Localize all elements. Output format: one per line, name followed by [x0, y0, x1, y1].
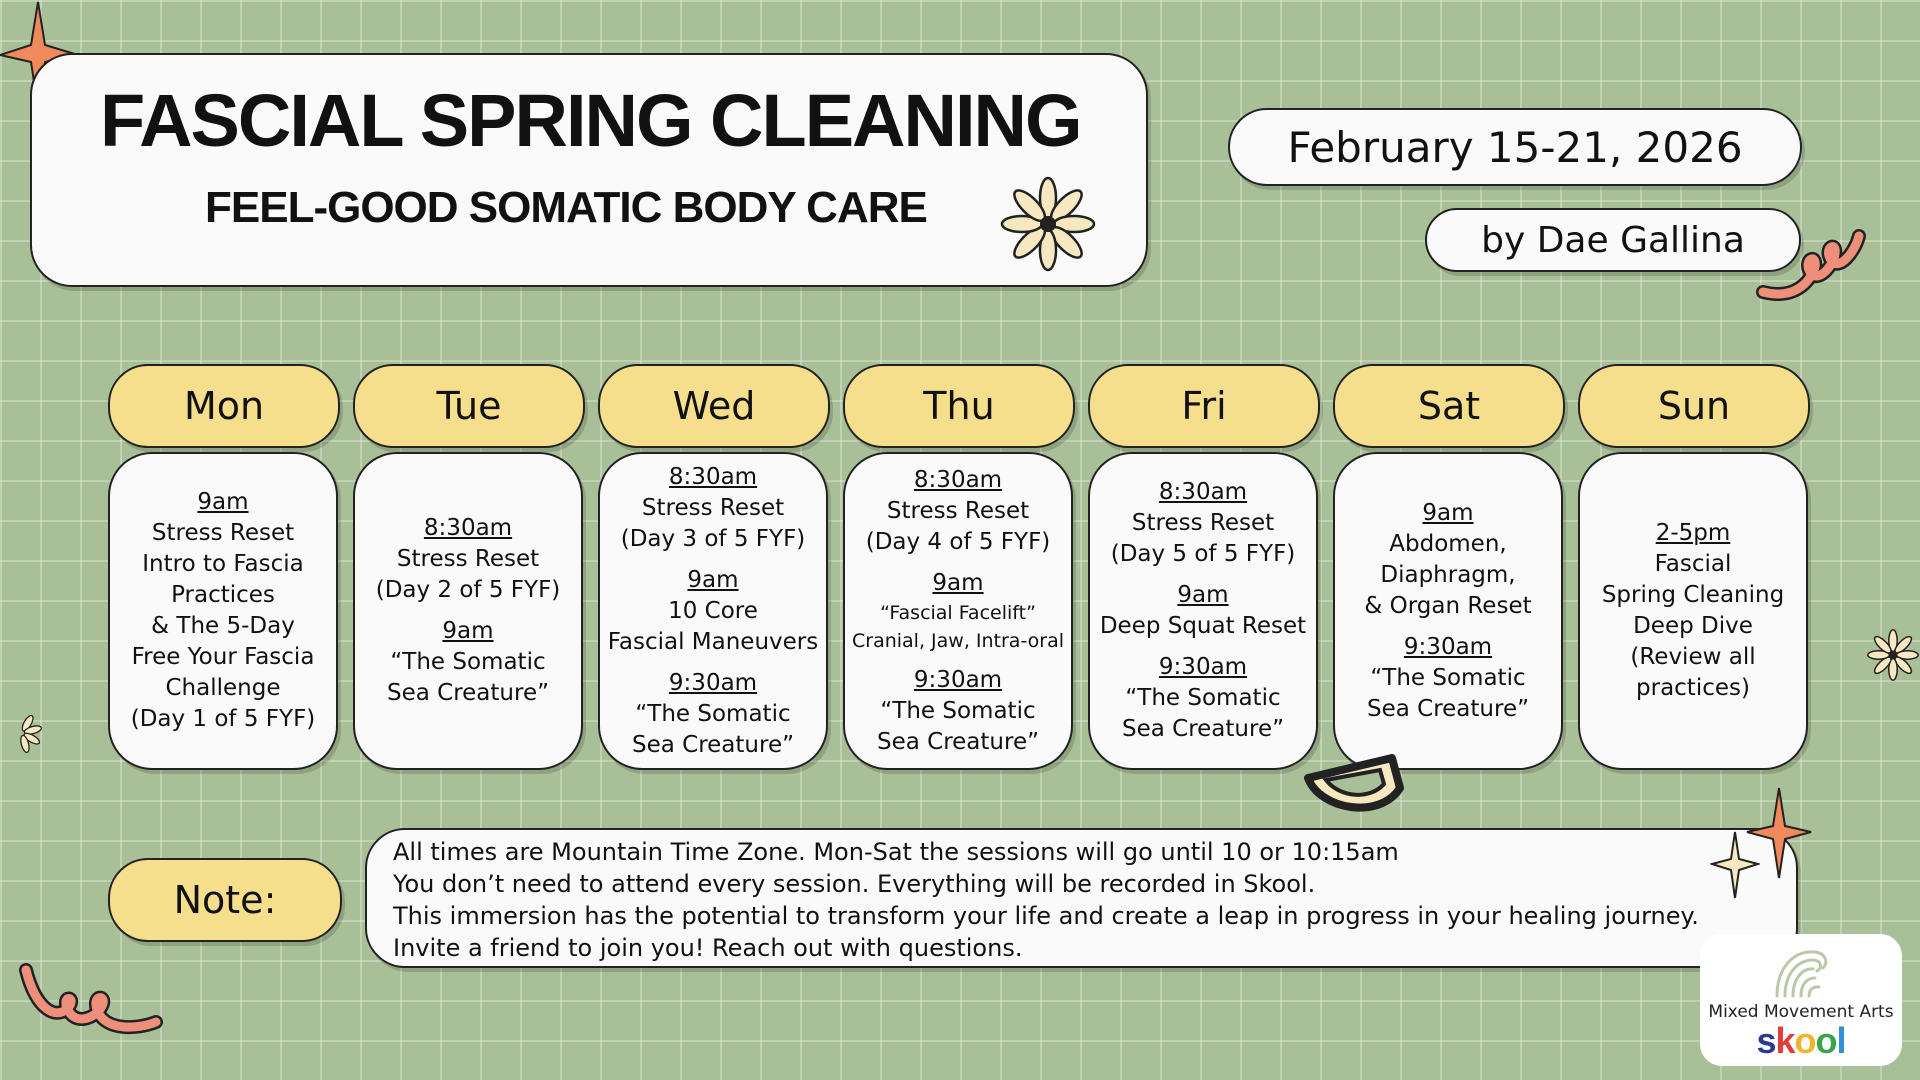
session-time: 8:30am: [913, 466, 1003, 493]
note-box: [365, 828, 1798, 968]
skool-letter: l: [1836, 1020, 1846, 1061]
session-time: 9am: [932, 569, 984, 596]
day-header-wed: Wed: [598, 364, 830, 448]
session-detail: (Day 3 of 5 FYF): [620, 525, 806, 552]
session-detail: Sea Creature”: [631, 731, 795, 758]
skool-letter: s: [1756, 1020, 1776, 1061]
session-detail: (Review all: [1630, 644, 1756, 670]
logo-badge[interactable]: [1700, 934, 1902, 1066]
note-line: All times are Mountain Time Zone. Mon-Sat the sessions will go until 10 or 10:15am: [393, 838, 1399, 866]
logo-name: Mixed Movement Arts: [1708, 1002, 1894, 1022]
session-time: 2-5pm: [1655, 520, 1731, 546]
note-line: Invite a friend to join you! Reach out with questions.: [393, 934, 1023, 962]
session-time: 9am: [1422, 499, 1474, 526]
day-header-thu: Thu: [843, 364, 1075, 448]
day-schedule-mon: [108, 452, 338, 770]
session-time: 8:30am: [423, 515, 513, 541]
note-label: Note:: [108, 858, 342, 942]
session-detail: Deep Dive: [1633, 613, 1753, 639]
session-detail: Sea Creature”: [1121, 716, 1285, 742]
session-detail: practices): [1636, 675, 1750, 701]
session-detail: Stress Reset: [396, 546, 540, 572]
session-time: 8:30am: [668, 463, 758, 490]
page-title: FASCIAL SPRING CLEANING: [100, 79, 1081, 162]
session-detail: & Organ Reset: [1364, 592, 1532, 619]
squiggle-icon: [16, 960, 166, 1050]
session-time: 9:30am: [913, 666, 1003, 693]
session-time: 9am: [687, 566, 739, 593]
day-schedule-fri: [1088, 452, 1318, 770]
session-detail: Sea Creature”: [876, 728, 1040, 755]
date-range-badge: [1228, 108, 1802, 186]
day-schedule-wed: [598, 452, 828, 770]
session-detail: Abdomen,: [1389, 530, 1507, 557]
flower-icon: [1000, 176, 1096, 272]
session-time: 9:30am: [1158, 654, 1248, 680]
day-schedule-sun: [1578, 452, 1808, 770]
session-detail: Sea Creature”: [1366, 695, 1530, 722]
session-detail: Stress Reset: [1131, 510, 1275, 536]
sparkle-icon: [1710, 830, 1760, 900]
day-header-tue: Tue: [353, 364, 585, 448]
skool-letter: o: [1794, 1020, 1816, 1061]
session-detail: “The Somatic: [1125, 685, 1281, 711]
session-detail: (Day 1 of 5 FYF): [130, 706, 316, 732]
skool-letter: k: [1775, 1020, 1795, 1061]
session-detail: Practices: [171, 582, 275, 608]
session-detail: & The 5-Day: [151, 613, 295, 639]
session-detail: “The Somatic: [390, 649, 546, 675]
day-header-mon: Mon: [108, 364, 340, 448]
session-time: 9am: [1177, 582, 1229, 608]
skool-logo: [1756, 1022, 1845, 1060]
session-time: 9:30am: [1403, 633, 1493, 660]
session-detail: Stress Reset: [641, 494, 785, 521]
session-detail: Intro to Fascia: [142, 551, 304, 577]
day-schedule-sat: [1333, 452, 1563, 770]
session-detail: Sea Creature”: [386, 680, 550, 706]
session-detail: Stress Reset: [151, 520, 295, 546]
day-header-sat: Sat: [1333, 364, 1565, 448]
flower-icon: [0, 690, 44, 776]
session-detail: Fascial: [1654, 551, 1732, 577]
date-range-text: February 15-21, 2026: [1287, 122, 1743, 172]
session-detail: 10 Core: [668, 597, 758, 624]
session-detail: Spring Cleaning: [1601, 582, 1785, 608]
session-detail: “Fascial Facelift”: [880, 601, 1036, 624]
page-subtitle: FEEL-GOOD SOMATIC BODY CARE: [205, 183, 927, 232]
session-detail: “The Somatic: [635, 700, 791, 727]
day-schedule-tue: [353, 452, 583, 770]
day-header-fri: Fri: [1088, 364, 1320, 448]
author-badge: [1425, 208, 1801, 272]
squiggle-icon: [1755, 222, 1870, 307]
skool-letter: o: [1815, 1020, 1837, 1061]
note-line: You don’t need to attend every session. Everything will be recorded in Skool.: [393, 870, 1316, 898]
session-detail: Diaphragm,: [1380, 561, 1516, 588]
session-detail: Deep Squat Reset: [1099, 613, 1307, 639]
half-moon-icon: [1300, 740, 1410, 820]
wave-logo-icon: [1769, 942, 1833, 1000]
note-line: This immersion has the potential to transform your life and create a leap in progress in your healing journey.: [393, 902, 1699, 930]
session-detail: Cranial, Jaw, Intra-oral: [851, 629, 1065, 652]
session-time: 9am: [442, 618, 494, 644]
session-detail: Challenge: [165, 675, 281, 701]
session-detail: Fascial Maneuvers: [607, 628, 819, 655]
session-detail: (Day 5 of 5 FYF): [1110, 541, 1296, 567]
session-detail: Stress Reset: [886, 497, 1030, 524]
author-text: by Dae Gallina: [1481, 219, 1745, 261]
session-time: 8:30am: [1158, 479, 1248, 505]
session-detail: (Day 4 of 5 FYF): [865, 528, 1051, 555]
session-detail: “The Somatic: [880, 697, 1036, 724]
flower-icon: [1866, 610, 1920, 700]
session-time: 9am: [197, 489, 249, 515]
day-header-sun: Sun: [1578, 364, 1810, 448]
day-schedule-thu: [843, 452, 1073, 770]
session-time: 9:30am: [668, 669, 758, 696]
session-detail: “The Somatic: [1370, 664, 1526, 691]
session-detail: Free Your Fascia: [131, 644, 315, 670]
session-detail: (Day 2 of 5 FYF): [375, 577, 561, 603]
